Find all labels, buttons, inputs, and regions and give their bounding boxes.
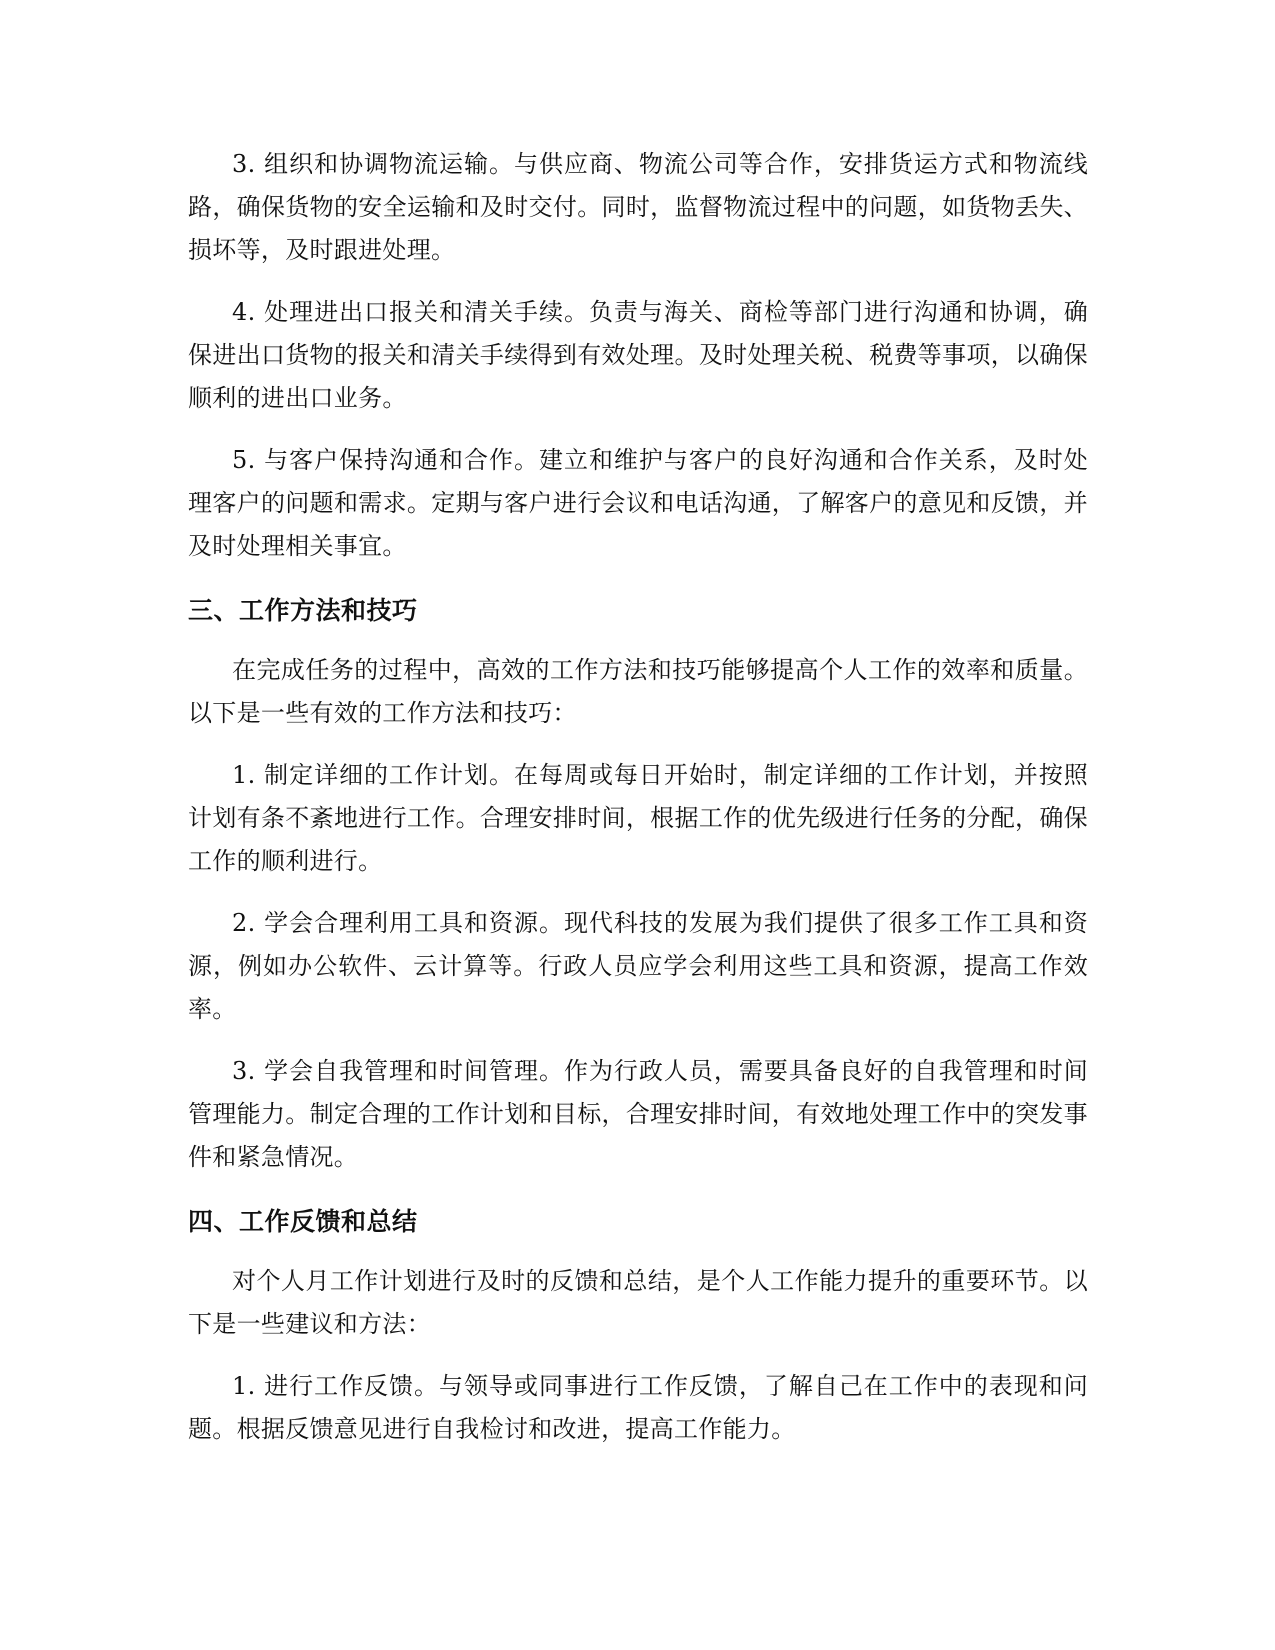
paragraph-time-management: 3. 学会自我管理和时间管理。作为行政人员，需要具备良好的自我管理和时间管理能力。制定合理的工作计划和目标，合理安排时间，有效地处理工作中的突发事件和紧急情况。 [188,1057,1088,1171]
paragraph-customer-communication: 5. 与客户保持沟通和合作。建立和维护与客户的良好沟通和合作关系，及时处理客户的问题和需求。定期与客户进行会议和电话沟通，了解客户的意见和反馈，并及时处理相关事宜。 [188,446,1088,560]
paragraph-logistics: 3. 组织和协调物流运输。与供应商、物流公司等合作，安排货运方式和物流线路，确保货物的安全运输和及时交付。同时，监督物流过程中的问题，如货物丢失、损坏等，及时跟进处理。 [188,150,1088,264]
paragraph-feedback-intro: 对个人月工作计划进行及时的反馈和总结，是个人工作能力提升的重要环节。以下是一些建议和方法： [188,1267,1088,1338]
section-heading-methods: 三、工作方法和技巧 [188,596,418,625]
paragraph-methods-intro: 在完成任务的过程中，高效的工作方法和技巧能够提高个人工作的效率和质量。以下是一些有效的工作方法和技巧： [188,656,1088,727]
document-body [188,143,1088,1470]
paragraph-work-feedback: 1. 进行工作反馈。与领导或同事进行工作反馈，了解自己在工作中的表现和问题。根据反馈意见进行自我检讨和改进，提高工作能力。 [188,1372,1088,1443]
section-heading-feedback: 四、工作反馈和总结 [188,1207,418,1236]
paragraph-tools-resources: 2. 学会合理利用工具和资源。现代科技的发展为我们提供了很多工作工具和资源，例如办公软件、云计算等。行政人员应学会利用这些工具和资源，提高工作效率。 [188,909,1088,1023]
paragraph-customs: 4. 处理进出口报关和清关手续。负责与海关、商检等部门进行沟通和协调，确保进出口货物的报关和清关手续得到有效处理。及时处理关税、税费等事项，以确保顺利的进出口业务。 [188,298,1088,412]
paragraph-work-plan: 1. 制定详细的工作计划。在每周或每日开始时，制定详细的工作计划，并按照计划有条不紊地进行工作。合理安排时间，根据工作的优先级进行任务的分配，确保工作的顺利进行。 [188,761,1088,875]
